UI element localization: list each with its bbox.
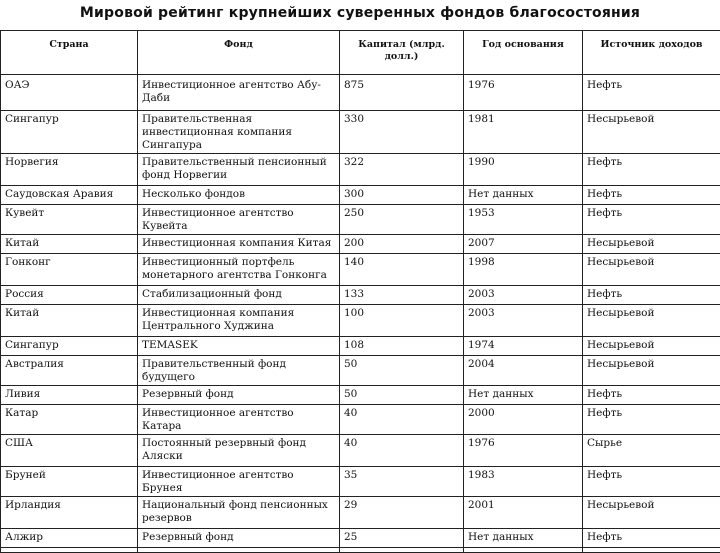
cell-capital: 875 [340,75,464,111]
table-row [1,75,720,111]
cell-year: 2001 [464,497,583,529]
cell-source: Несырьевой [583,497,720,529]
cell-year: 2004 [464,356,583,386]
column-header-source: Источник доходов [583,31,720,75]
table-row [1,337,720,356]
cell-capital: 322 [340,154,464,186]
cell-fund: Резервный фонд [138,386,340,405]
table-row [1,111,720,154]
cell-source: Нефть [583,467,720,497]
cell-source: Нефть [583,286,720,305]
cell-fund: Инвестиционная компания Центрального Худжина [138,305,340,337]
cell-capital: 35 [340,467,464,497]
cell-country: Норвегия [1,154,138,186]
table-row [1,205,720,235]
table-row [1,305,720,337]
cell-fund: Инвестиционная компания Китая [138,235,340,254]
cell-fund: Правительственная инвестиционная компания Сингапура [138,111,340,154]
cell-year: 1974 [464,337,583,356]
cell-country: Алжир [1,529,138,548]
cell-empty [138,548,340,553]
column-header-capital: Капитал (млрд. долл.) [340,31,464,75]
cell-country: Сингапур [1,111,138,154]
cell-capital: 140 [340,254,464,286]
cell-year: Нет данных [464,529,583,548]
cell-year: 2000 [464,405,583,435]
cell-capital: 250 [340,205,464,235]
cell-empty [583,548,720,553]
cell-capital: 29 [340,497,464,529]
cell-capital: 50 [340,386,464,405]
cell-source: Несырьевой [583,254,720,286]
cell-country: Австралия [1,356,138,386]
cell-source: Нефть [583,205,720,235]
table-row [1,254,720,286]
cell-country: Кувейт [1,205,138,235]
cell-capital: 330 [340,111,464,154]
cell-capital: 200 [340,235,464,254]
cell-fund: Инвестиционное агентство Брунея [138,467,340,497]
cell-source: Нефть [583,154,720,186]
cell-capital: 50 [340,356,464,386]
cell-country: Ирландия [1,497,138,529]
table-row [1,235,720,254]
cell-year: 1998 [464,254,583,286]
cell-source: Нефть [583,386,720,405]
cell-year: Нет данных [464,386,583,405]
cell-fund: Инвестиционное агентство Абу-Даби [138,75,340,111]
cell-country: Катар [1,405,138,435]
cell-year: 2003 [464,286,583,305]
cell-source: Нефть [583,75,720,111]
cell-empty [340,548,464,553]
cell-fund: Инвестиционный портфель монетарного агентства Гонконга [138,254,340,286]
cell-country: Россия [1,286,138,305]
cell-source: Нефть [583,529,720,548]
cell-fund: Постоянный резервный фонд Аляски [138,435,340,467]
cell-capital: 133 [340,286,464,305]
table-row [1,154,720,186]
cell-fund: Несколько фондов [138,186,340,205]
cell-capital: 25 [340,529,464,548]
cell-country: Китай [1,305,138,337]
table-row [1,467,720,497]
table-row [1,286,720,305]
column-header-year: Год основания [464,31,583,75]
cell-source: Несырьевой [583,111,720,154]
cell-year: 1976 [464,75,583,111]
cell-fund: Стабилизационный фонд [138,286,340,305]
cell-source: Несырьевой [583,337,720,356]
cell-source: Несырьевой [583,305,720,337]
cell-year: 1981 [464,111,583,154]
cell-capital: 40 [340,405,464,435]
cell-year: 2007 [464,235,583,254]
cell-capital: 108 [340,337,464,356]
table-row [1,435,720,467]
cell-fund: Национальный фонд пенсионных резервов [138,497,340,529]
cell-source: Нефть [583,405,720,435]
cell-country: Китай [1,235,138,254]
cell-year: 1990 [464,154,583,186]
cell-source: Сырье [583,435,720,467]
cell-fund: Правительственный пенсионный фонд Норвегии [138,154,340,186]
cell-year: 1976 [464,435,583,467]
cell-country: Гонконг [1,254,138,286]
cell-fund: Резервный фонд [138,529,340,548]
cell-empty [464,548,583,553]
cell-fund: Инвестиционное агентство Кувейта [138,205,340,235]
table-row [1,497,720,529]
cell-year: 2003 [464,305,583,337]
cell-source: Нефть [583,186,720,205]
cell-capital: 100 [340,305,464,337]
funds-table [0,30,720,553]
table-row [1,386,720,405]
cell-country: ОАЭ [1,75,138,111]
table-row-cutoff [1,548,720,553]
column-header-fund: Фонд [138,31,340,75]
cell-capital: 300 [340,186,464,205]
cell-fund: TEMASEK [138,337,340,356]
column-header-country: Страна [1,31,138,75]
table-row [1,186,720,205]
cell-fund: Правительственный фонд будущего [138,356,340,386]
cell-year: 1983 [464,467,583,497]
cell-country: Ливия [1,386,138,405]
cell-country: США [1,435,138,467]
cell-year: 1953 [464,205,583,235]
table-row [1,529,720,548]
cell-country: Бруней [1,467,138,497]
table-header-row [1,31,720,75]
cell-source: Несырьевой [583,235,720,254]
cell-country: Сингапур [1,337,138,356]
cell-year: Нет данных [464,186,583,205]
cell-country: Саудовская Аравия [1,186,138,205]
page-title: Мировой рейтинг крупнейших суверенных фондов благосостояния [0,0,720,28]
table-row [1,405,720,435]
cell-fund: Инвестиционное агентство Катара [138,405,340,435]
cell-empty [1,548,138,553]
table-row [1,356,720,386]
cell-capital: 40 [340,435,464,467]
cell-source: Несырьевой [583,356,720,386]
